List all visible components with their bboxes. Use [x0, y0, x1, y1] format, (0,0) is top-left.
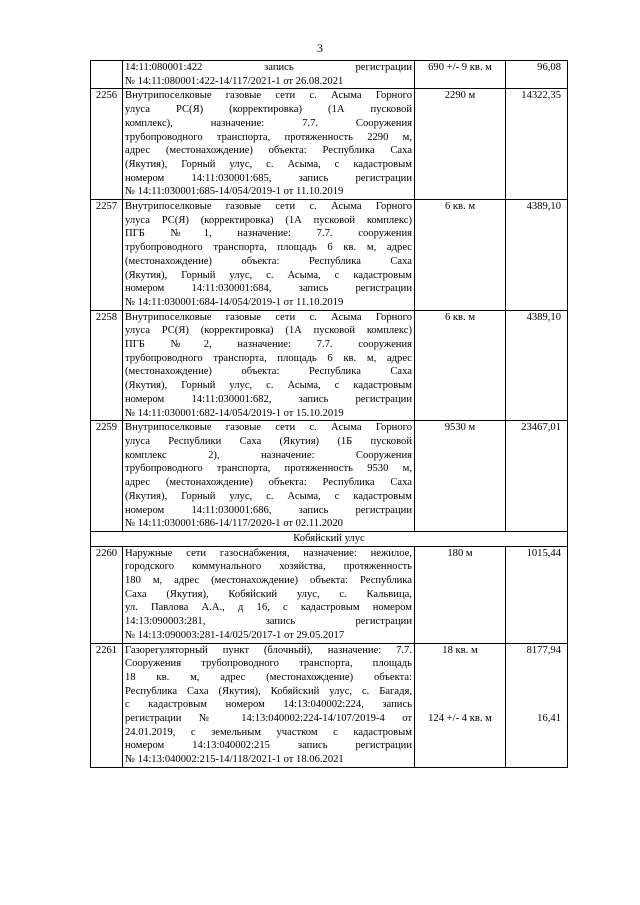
description-line: номером 14:11:030001:685, запись регистрации	[125, 172, 412, 184]
description-line: трубопроводного транспорта, площадь 6 кв. м, адрес	[125, 242, 412, 254]
row-number: 2258	[91, 310, 123, 421]
object-size	[415, 643, 506, 767]
description-line: Сооружения трубопроводного транспорта, площадь	[125, 658, 412, 670]
cost-value: 23467,01	[521, 422, 561, 434]
object-size	[415, 421, 506, 532]
object-size	[415, 89, 506, 200]
page-number: 3	[317, 41, 323, 55]
description-line: № 14:13:090003:281-14/025/2017-1 от 29.05.2017	[125, 629, 345, 641]
description-line: Внутрипоселковые газовые сети с. Асыма Горного	[125, 311, 412, 323]
object-cost	[506, 89, 568, 200]
description-line: № 14:11:030001:684-14/054/2019-1 от 11.10.2019	[125, 296, 344, 308]
object-description	[123, 421, 415, 532]
row-number: 2259	[91, 421, 123, 532]
size-value: 124 +/- 4 кв. м	[428, 713, 492, 725]
object-size	[415, 200, 506, 311]
description-line: 24.01.2019, с земельным участком с кадастровым	[125, 726, 412, 738]
description-line: с кадастровым номером 14:13:040002:224, запись	[125, 699, 412, 711]
object-cost	[506, 421, 568, 532]
description-line: ПГБ №2, назначение: 7.7. сооружения	[125, 339, 412, 351]
description-line: адрес (местонахождение) объекта: Республика Саха	[125, 145, 412, 157]
object-cost	[506, 310, 568, 421]
cost-value: 16,41	[537, 713, 561, 725]
description-line: Газорегуляторный пункт (блочный), назначение: 7.7.	[125, 644, 412, 656]
cost-value: 4389,10	[526, 201, 561, 213]
description-line: Внутрипоселковые газовые сети с. Асыма Горного	[125, 90, 412, 102]
object-description	[123, 89, 415, 200]
object-description	[123, 643, 415, 767]
row-number: 2256	[91, 89, 123, 200]
description-line: (местонахождение) объекта: Республика Саха	[125, 366, 412, 378]
description-line: ПГБ №1, назначение: 7.7. сооружения	[125, 228, 412, 240]
description-line: Саха (Якутия), Кобяйский улус, с. Кальвица,	[125, 588, 412, 600]
description-line: № 14:13:040002:215-14/118/2021-1 от 18.06.2021	[125, 754, 344, 766]
property-table	[90, 60, 568, 768]
object-description	[123, 546, 415, 643]
object-cost	[506, 200, 568, 311]
description-line: 180 м, адрес (местонахождение) объекта: Республика	[125, 575, 412, 587]
object-cost	[506, 61, 568, 89]
table-row	[91, 310, 568, 421]
description-line: регистрации № 14:13:040002:224-14/107/2019-4 от	[125, 713, 412, 725]
description-line: Внутрипоселковые газовые сети с. Асыма Горного	[125, 201, 412, 213]
object-cost	[506, 546, 568, 643]
cost-value: 8177,94	[526, 644, 561, 656]
cost-value: 14322,35	[521, 90, 561, 102]
description-line: Внутрипоселковые газовые сети с. Асыма Горного	[125, 422, 412, 434]
description-line: № 14:11:030001:682-14/054/2019-1 от 15.10.2019	[125, 407, 344, 419]
row-number: 2261	[91, 643, 123, 767]
table-body	[91, 61, 568, 768]
description-line: № 14:11:080001:422-14/117/2021-1 от 26.08.2021	[125, 75, 344, 87]
cost-value: 1015,44	[526, 547, 561, 559]
description-line: улуса РС(Я) (корректировка) (1А пусковой комплекс)	[125, 214, 412, 226]
description-line: номером 14:11:030001:686, запись регистрации	[125, 504, 412, 516]
object-description	[123, 200, 415, 311]
description-line: трубопроводного транспорта, площадь 6 кв. м, адрес	[125, 352, 412, 364]
description-line: (Якутия), Горный улус, с. Асыма, с кадастровым	[125, 380, 412, 392]
size-value: 6 кв. м	[444, 201, 476, 213]
description-line: (местонахождение) объекта: Республика Саха	[125, 255, 412, 267]
description-line: улуса РС(Я) (корректировка) (1А пусковой	[125, 104, 412, 116]
description-line: 18 кв. м, адрес (местонахождение) объекта:	[125, 671, 412, 683]
row-number: 2260	[91, 546, 123, 643]
size-value: 6 кв. м	[444, 311, 476, 323]
object-cost	[506, 643, 568, 767]
description-line: комплекс), назначение: 7.7. Сооружения	[125, 117, 412, 129]
size-value: 9530 м	[444, 422, 476, 434]
table-row	[91, 200, 568, 311]
description-line: (Якутия), Горный улус, с. Асыма, с кадастровым	[125, 490, 412, 502]
description-line: номером 14:11:030001:684, запись регистрации	[125, 283, 412, 295]
description-line: (Якутия), Горный улус, с. Асыма, с кадастровым	[125, 158, 412, 170]
description-line: городского коммунального хозяйства, протяженность	[125, 561, 412, 573]
description-line: (Якутия), Горный улус, с. Асыма, с кадастровым	[125, 269, 412, 281]
cost-value: 96,08	[537, 62, 561, 73]
size-value: 180 м	[447, 547, 473, 559]
cost-value: 4389,10	[526, 311, 561, 323]
row-number: 2257	[91, 200, 123, 311]
row-number	[91, 61, 123, 89]
description-line: номером 14:11:030001:682, запись регистрации	[125, 393, 412, 405]
size-value: 2290 м	[444, 90, 476, 102]
table-row	[91, 89, 568, 200]
description-line: улуса Республики Саха (Якутия) (1Б пусковой	[125, 435, 412, 447]
object-size	[415, 61, 506, 89]
description-line: № 14:11:030001:686-14/117/2020-1 от 02.11.2020	[125, 518, 343, 530]
table-row	[91, 546, 568, 643]
description-line: № 14:11:030001:685-14/054/2019-1 от 11.10.2019	[125, 186, 344, 198]
description-line: ул. Павлова А.А., д 16, с кадастровым номером	[125, 602, 412, 614]
description-line: Республика Саха (Якутия), Кобяйский улус, с. Багадя,	[125, 685, 412, 697]
description-line: 14:13:090003:281, запись регистрации	[125, 616, 412, 628]
size-value: 690 +/- 9 кв. м	[428, 62, 492, 73]
size-value: 18 кв. м	[442, 644, 478, 656]
description-line: адрес (местонахождение) объекта: Республика Саха	[125, 477, 412, 489]
description-line: трубопроводного транспорта, протяженность 9530 м,	[125, 463, 412, 475]
table-row	[91, 643, 568, 767]
section-title: Кобяйский улус	[91, 531, 568, 546]
object-size	[415, 310, 506, 421]
section-row	[91, 531, 568, 546]
description-line: 14:11:080001:422 запись регистрации	[125, 62, 412, 73]
object-size	[415, 546, 506, 643]
description-line: Наружные сети газоснабжения, назначение: нежилое,	[125, 547, 412, 559]
description-line: улуса РС(Я) (корректировка) (1А пусковой комплекс)	[125, 325, 412, 337]
object-description	[123, 61, 415, 89]
description-line: номером 14:13:040002:215 запись регистрации	[125, 740, 412, 752]
table-row	[91, 61, 568, 89]
description-line: комплекс 2), назначение: Сооружения	[125, 449, 412, 461]
description-line: трубопроводного транспорта, протяженность 2290 м,	[125, 131, 412, 143]
object-description	[123, 310, 415, 421]
table-row	[91, 421, 568, 532]
